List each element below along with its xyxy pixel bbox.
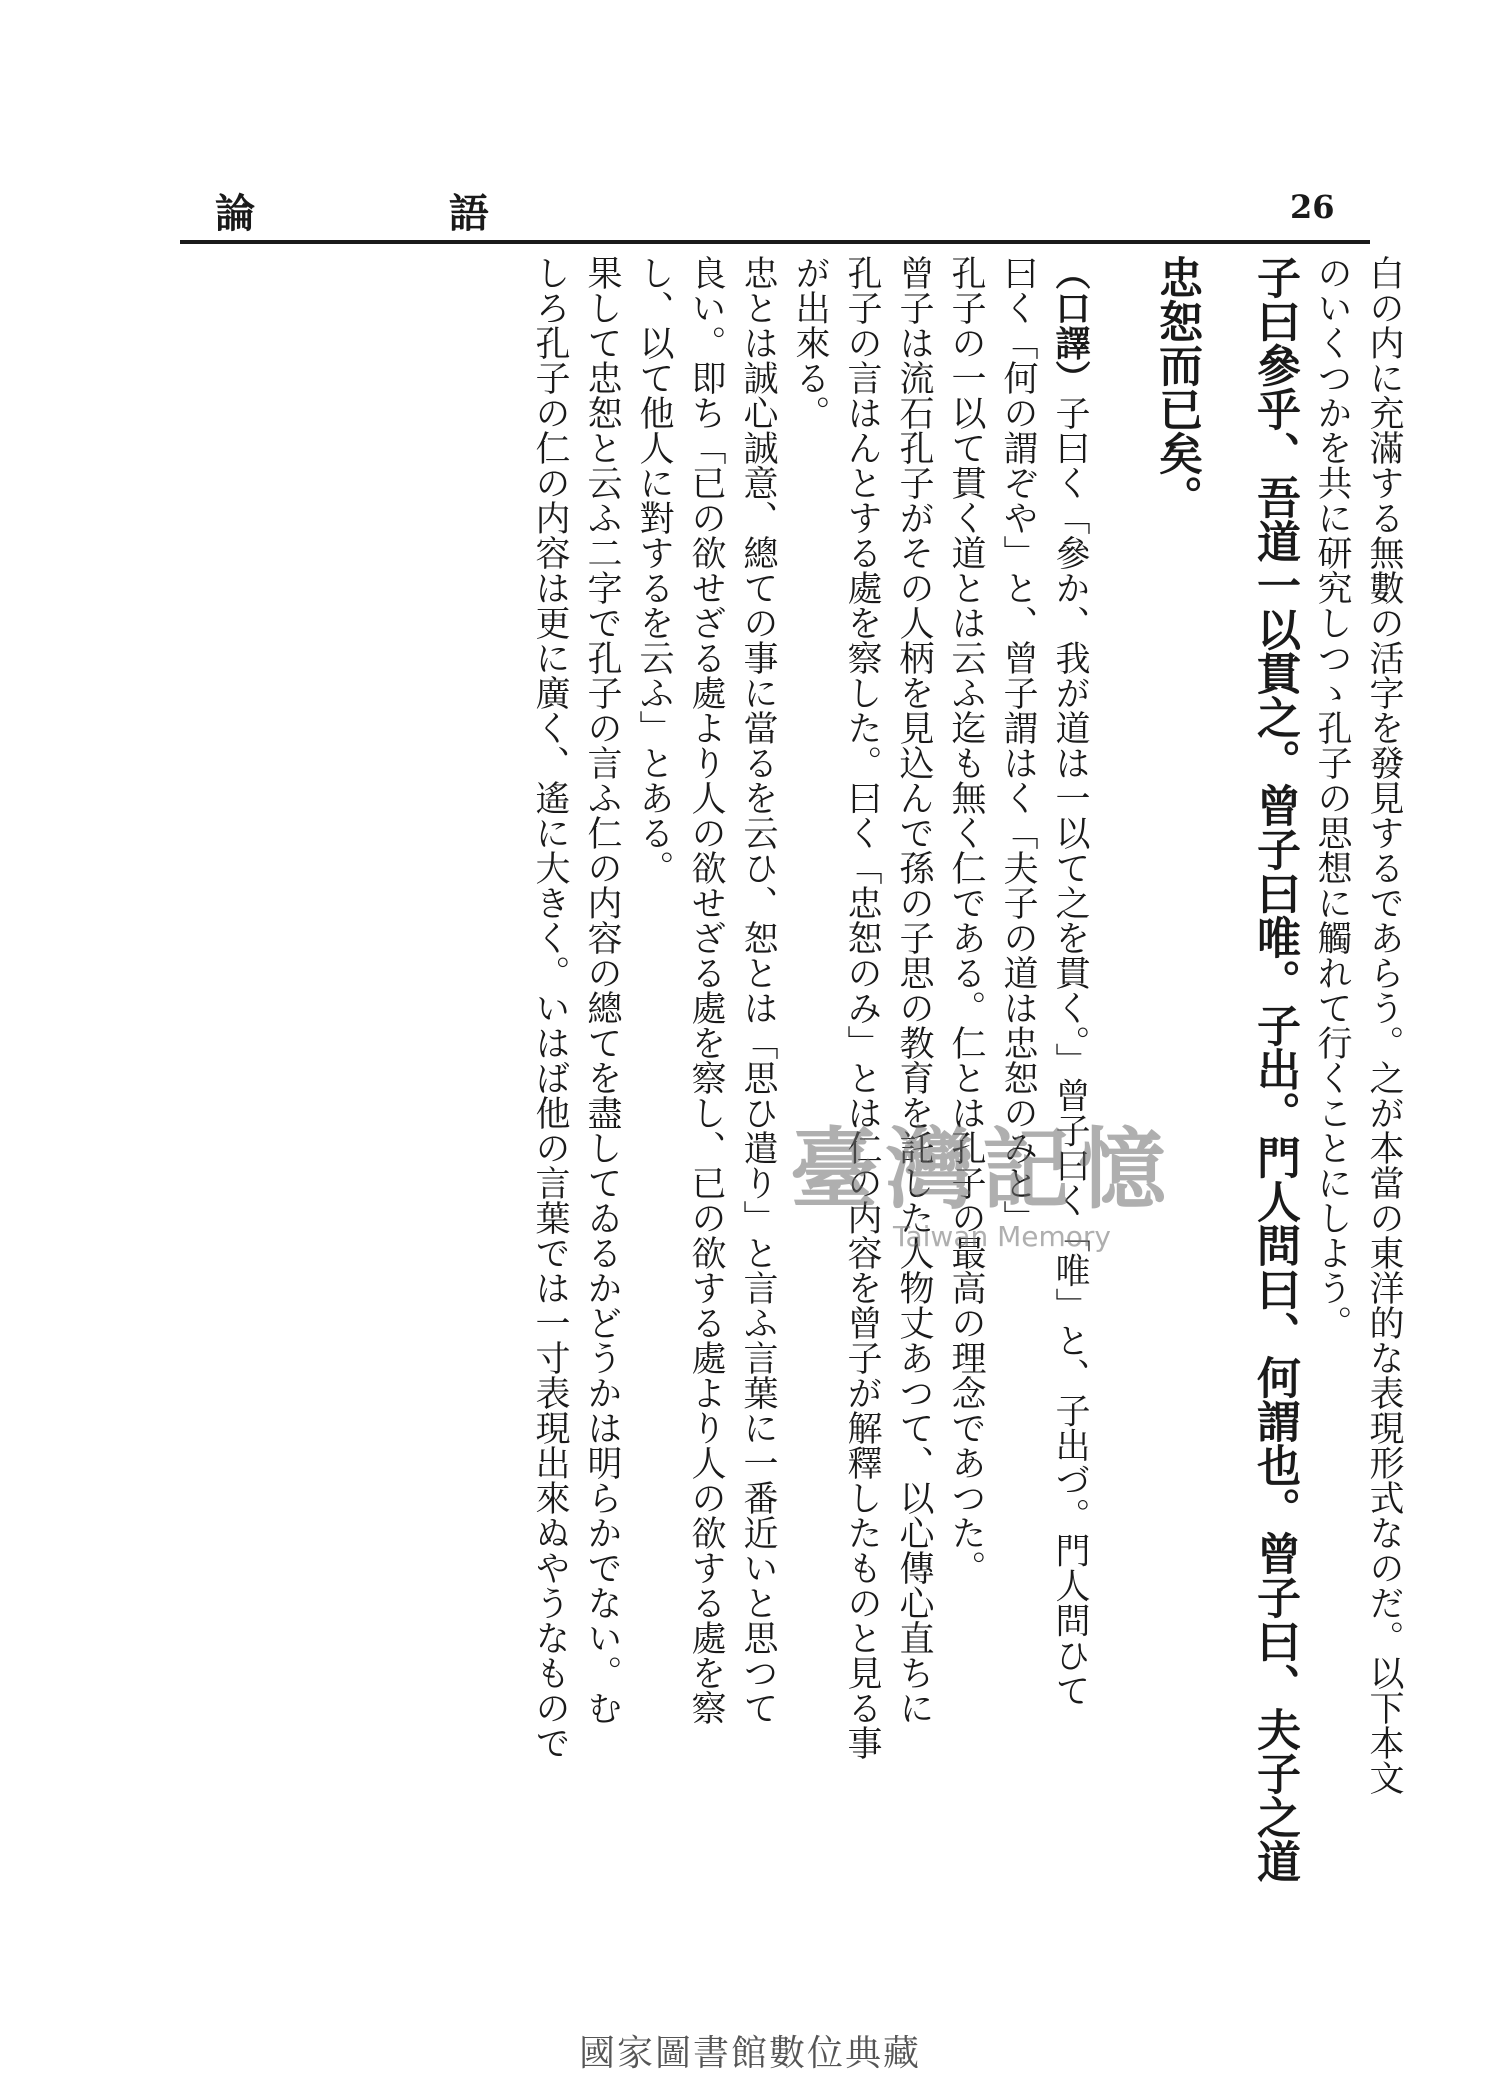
watermark-logo (790, 1100, 1174, 1253)
text-line: し、以て他人に對するを云ふ」とある。 (634, 255, 674, 885)
text-line: 果して忠恕と云ふ二字で孔子の言ふ仁の内容の總てを盡してゐるかどうかは明らかでない。む (582, 255, 622, 1725)
watermark-chinese: 臺灣記憶 (790, 1117, 1175, 1221)
header-rule (180, 240, 1370, 244)
text-line: 良い。即ち「已の欲せざる處より人の欲せざる處を察し、已の欲する處より人の欲する處を察 (686, 255, 726, 1725)
text-line: が出來る。 (790, 255, 830, 430)
translation-text: 子曰く「參か、我が道は一以て之を貫く。」曾子曰く「唯」と、子出づ。門人問ひて (1050, 395, 1090, 1708)
text-line: のいくつかを共に研究しつゝ孔子の思想に觸れて行くことにしよう。 (1312, 255, 1352, 1340)
translation-label: （口譯） (1050, 255, 1091, 395)
text-line: 忠とは誠心誠意、總ての事に當るを云ひ、恕とは「思ひ遣り」と言ふ言葉に一番近いと思つて (738, 255, 778, 1725)
text-line: 孔子の一以て貫く道とは云ふ迄も無く仁である。仁とは孔子の最高の理念であつた。 (946, 255, 986, 1585)
text-line: 曰く「何の謂ぞや」と、曾子謂はく「夫子の道は忠恕のみと」 (998, 255, 1038, 1235)
vertical-text-block (190, 255, 1410, 1895)
page-title: 論 語 (215, 190, 579, 237)
footer-credit: 國家圖書館數位典藏 (578, 2033, 921, 2074)
classical-quote-line: 子曰參乎、吾道一以貫之。曾子曰唯。子出。門人問曰、何謂也。曾子曰、夫子之道 (1249, 255, 1300, 1883)
page-number: 26 (1290, 188, 1335, 226)
watermark-english: Taiwan Memory (893, 1220, 1111, 1253)
classical-quote-line: 忠恕而已矣。 (1151, 255, 1202, 519)
text-line: 曾子は流石孔子がその人柄を見込んで孫の子思の教育を託した人物丈あつて、以心傳心直ちに (894, 255, 934, 1725)
text-line: 孔子の言はんとする處を察した。曰く「忠恕のみ」とは仁の内容を曾子が解釋したものと見る事 (842, 255, 882, 1760)
text-line: しろ孔子の仁の内容は更に廣く、遙に大きく。いはば他の言葉では一寸表現出來ぬやうなもので (530, 255, 570, 1760)
text-line: 白の内に充滿する無數の活字を發見するであらう。之が本當の東洋的な表現形式なのだ。以下本文 (1364, 255, 1404, 1795)
translation-line (1044, 255, 1096, 1895)
